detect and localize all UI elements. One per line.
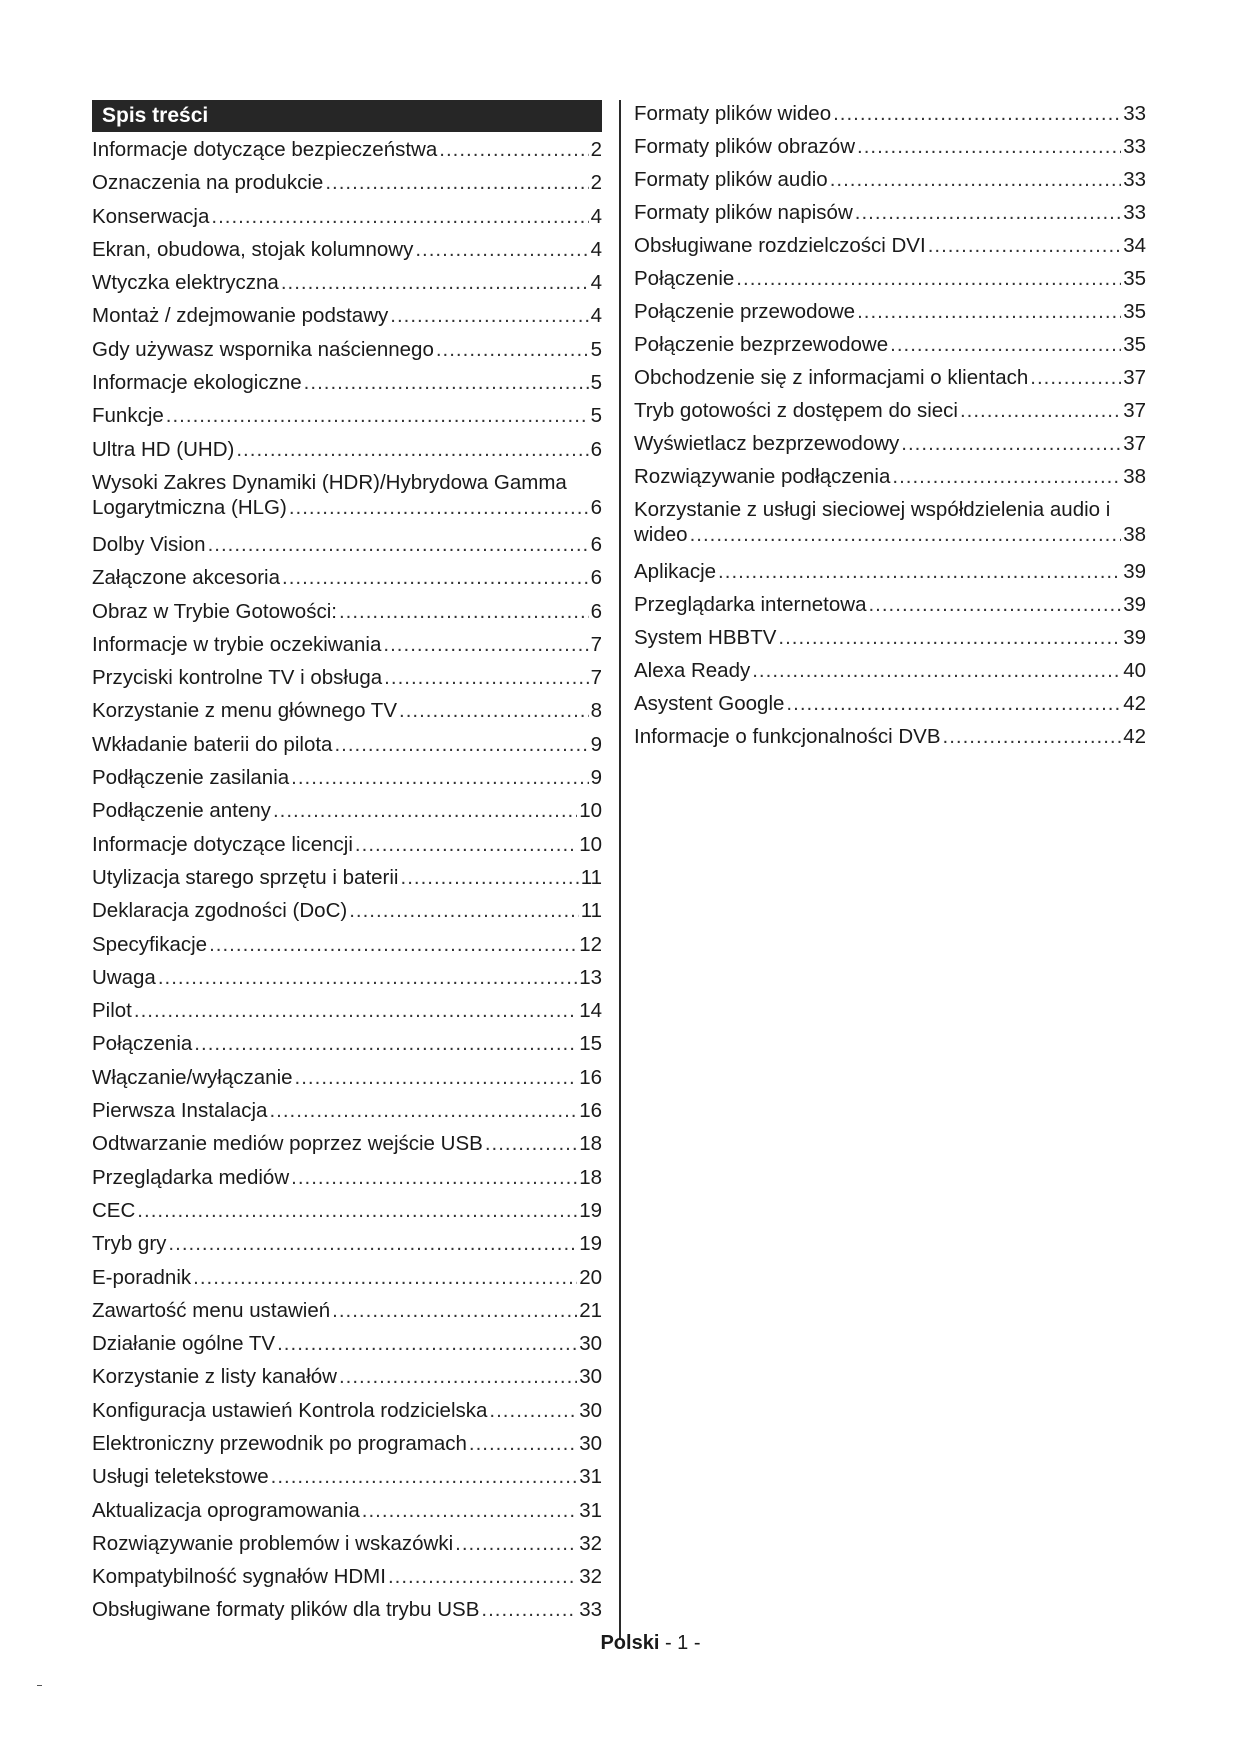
toc-leader-dots [304,366,589,399]
toc-leader-dots [718,555,1121,588]
toc-entry-page: 5 [590,371,602,395]
toc-entry-title: Wkładanie baterii do pilota [92,732,333,756]
toc-entry-page: 8 [590,699,602,723]
toc-entry-page: 5 [590,404,602,428]
toc-entry[interactable] [634,97,1146,130]
toc-entry-page: 5 [590,337,602,361]
toc-entry-page: 42 [1123,725,1146,748]
toc-entry[interactable] [92,200,602,233]
toc-leader-dots [928,229,1122,262]
toc-leader-dots [960,394,1121,427]
toc-entry-title: Kompatybilność sygnałów HDMI [92,1565,386,1589]
toc-entry-page: 19 [579,1232,602,1256]
toc-leader-dots [786,687,1121,720]
toc-leader-dots [271,1460,578,1493]
toc-entry-page: 37 [1123,399,1146,422]
toc-entry-page: 21 [579,1298,602,1322]
toc-entry-title: Załączone akcesoria [92,566,281,590]
toc-leader-dots [830,163,1121,196]
toc-entry-page: 18 [579,1165,602,1189]
toc-entry-title: Przyciski kontrolne TV i obsługa [92,666,383,690]
toc-entry[interactable] [92,366,602,399]
toc-entry-continuation [634,522,1146,547]
toc-entry-page: 4 [590,304,602,328]
toc-entry-title: Elektroniczny przewodnik po programach [92,1431,467,1455]
toc-entry-page: 34 [1123,234,1146,257]
toc-entry-page: 33 [1123,201,1146,224]
toc-entry-title: Połączenia [92,1032,193,1056]
toc-entry-title: Alexa Ready [634,659,751,682]
toc-entry[interactable] [92,333,602,366]
toc-leader-dots [166,399,589,432]
page-footer [30,1632,1241,1655]
toc-leader-dots [752,654,1121,687]
toc-entry-title: Gdy używasz wspornika naściennego [92,337,434,361]
toc-entry-page: 11 [580,899,602,923]
toc-leader-dots [481,1593,577,1626]
toc-leader-dots [325,166,588,199]
toc-leader-dots [399,694,589,727]
toc-entry-title: Specyfikacje [92,932,208,956]
toc-entry-page: 6 [590,437,602,461]
toc-entry-title: Połączenie bezprzewodowe [634,333,889,356]
toc-entry-title: Włączanie/wyłączanie [92,1065,293,1089]
toc-leader-dots [339,595,589,628]
toc-entry-title: Obsługiwane formaty plików dla trybu USB [92,1598,480,1622]
toc-entry-title: Pierwsza Instalacja [92,1099,268,1123]
toc-leader-dots [208,528,589,561]
toc-entry-page: 32 [579,1565,602,1589]
toc-leader-dots [1030,361,1121,394]
corner-mark [37,1685,42,1686]
toc-entry[interactable] [634,196,1146,229]
toc-entry-title: Konserwacja [92,204,210,228]
toc-entry[interactable] [92,1494,602,1527]
toc-entry-title: Ekran, obudowa, stojak kolumnowy [92,237,414,261]
toc-leader-dots [332,1294,577,1327]
toc-leader-dots [362,1494,577,1527]
toc-entry-page: 42 [1123,692,1146,715]
toc-entry[interactable] [92,1027,602,1060]
toc-entry-title: CEC [92,1198,136,1222]
toc-entry-title: Pilot [92,999,132,1023]
toc-entry[interactable] [634,460,1146,493]
toc-leader-dots [289,495,589,520]
toc-leader-dots [390,299,588,332]
toc-entry-title: Przeglądarka mediów [92,1165,290,1189]
toc-entry-page: 30 [579,1365,602,1389]
toc-entry-page: 37 [1123,432,1146,455]
toc-leader-dots [211,200,588,233]
toc-entry-title: Działanie ogólne TV [92,1332,276,1356]
toc-entry[interactable] [634,555,1146,588]
toc-leader-dots [455,1527,577,1560]
toc-entry[interactable] [92,1261,602,1294]
toc-entry-page: 11 [580,865,602,889]
toc-entry-title: Formaty plików obrazów [634,135,856,158]
toc-leader-dots [291,761,588,794]
toc-entry-title: Tryb gry [92,1232,167,1256]
toc-entry-title: Funkcje [92,404,164,428]
toc-entry-page: 16 [579,1099,602,1123]
toc-entry[interactable] [92,1194,602,1227]
toc-leader-dots [194,1027,577,1060]
toc-leader-dots [489,1394,577,1427]
toc-entry-page: 32 [579,1531,602,1555]
toc-entry-title: Obraz w Trybie Gotowości: [92,599,337,623]
toc-leader-dots [857,295,1121,328]
toc-entry[interactable] [92,1593,602,1626]
toc-entry[interactable] [92,166,602,199]
toc-entry-page: 9 [590,766,602,790]
toc-entry[interactable] [92,466,602,528]
toc-entry-page: 4 [590,271,602,295]
toc-entry[interactable] [92,1360,602,1393]
toc-leader-dots [281,266,589,299]
toc-leader-dots [349,894,579,927]
toc-entry-page: 18 [579,1132,602,1156]
toc-entry[interactable] [92,1394,602,1427]
toc-leader-dots [388,1560,577,1593]
toc-entry-page: 30 [579,1431,602,1455]
toc-entry[interactable] [92,1294,602,1327]
toc-entry-page: 35 [1123,300,1146,323]
toc-leader-dots [334,728,588,761]
toc-entry-title: Logarytmiczna (HLG) [92,495,287,519]
toc-list-left [92,133,602,1627]
toc-leader-dots [778,621,1121,654]
toc-entry[interactable] [634,295,1146,328]
toc-entry[interactable] [634,687,1146,720]
toc-entry-page: 35 [1123,333,1146,356]
toc-entry[interactable] [92,861,602,894]
toc-entry-page: 31 [579,1465,602,1489]
toc-entry[interactable] [92,728,602,761]
toc-entry[interactable] [92,399,602,432]
toc-entry-title: Zawartość menu ustawień [92,1298,331,1322]
toc-leader-dots [269,1094,577,1127]
toc-entry[interactable] [92,1161,602,1194]
toc-entry-page: 39 [1123,593,1146,616]
toc-entry-title: Przeglądarka internetowa [634,593,867,616]
toc-entry-title: Odtwarzanie mediów poprzez wejście USB [92,1132,483,1156]
toc-entry[interactable] [634,328,1146,361]
toc-entry-page: 33 [1123,168,1146,191]
toc-entry[interactable] [634,229,1146,262]
toc-entry-page: 37 [1123,366,1146,389]
toc-leader-dots [383,628,588,661]
toc-entry[interactable] [634,163,1146,196]
toc-list-right [634,97,1146,753]
toc-entry-page: 39 [1123,626,1146,649]
toc-entry[interactable] [92,561,602,594]
toc-entry-title: Podłączenie anteny [92,799,271,823]
toc-leader-dots [277,1327,577,1360]
toc-entry[interactable] [634,130,1146,163]
toc-entry-continuation [92,495,602,520]
toc-entry[interactable] [92,1094,602,1127]
toc-entry[interactable] [92,1127,602,1160]
toc-leader-dots [890,328,1121,361]
toc-entry-title: Informacje dotyczące licencji [92,832,353,856]
toc-entry-page: 6 [590,495,602,519]
toc-entry-title: Korzystanie z usługi sieciowej współdzielenia audio i [634,498,1111,521]
toc-entry[interactable] [92,828,602,861]
toc-entry-page: 10 [579,832,602,856]
toc-entry[interactable] [92,928,602,961]
toc-entry-title: Oznaczenia na produkcie [92,171,324,195]
toc-entry-title: Obchodzenie się z informacjami o klientach [634,366,1029,389]
toc-entry-page: 33 [1123,135,1146,158]
toc-entry-title: Aktualizacja oprogramowania [92,1498,360,1522]
toc-leader-dots [291,1161,577,1194]
toc-leader-dots [137,1194,577,1227]
toc-entry-title: Korzystanie z listy kanałów [92,1365,337,1389]
toc-entry-title: Utylizacja starego sprzętu i baterii [92,865,399,889]
toc-entry-page: 7 [590,666,602,690]
toc-entry-title: Konfiguracja ustawień Kontrola rodzicielska [92,1398,488,1422]
toc-entry[interactable] [92,994,602,1027]
toc-entry-page: 4 [590,237,602,261]
toc-leader-dots [868,588,1121,621]
toc-right-column [634,97,1146,753]
toc-entry-title: Aplikacje [634,560,717,583]
toc-entry[interactable] [92,1527,602,1560]
toc-entry[interactable] [92,761,602,794]
toc-entry-title: System HBBTV [634,626,777,649]
toc-entry-page: 16 [579,1065,602,1089]
toc-entry-title: wideo [634,523,688,546]
toc-entry[interactable] [92,528,602,561]
toc-leader-dots [384,661,588,694]
toc-entry-title: Informacje w trybie oczekiwania [92,632,382,656]
toc-entry-page: 38 [1123,523,1146,546]
toc-entry-title: Obsługiwane rozdzielczości DVI [634,234,926,257]
toc-entry-page: 38 [1123,465,1146,488]
toc-entry-title: Ultra HD (UHD) [92,437,235,461]
toc-entry[interactable] [92,233,602,266]
toc-entry[interactable] [92,299,602,332]
toc-entry-title: Dolby Vision [92,532,206,556]
toc-leader-dots [690,522,1122,547]
toc-entry[interactable] [634,427,1146,460]
toc-entry-page: 9 [590,732,602,756]
toc-entry-page: 6 [590,566,602,590]
toc-entry-page: 2 [590,138,602,161]
toc-entry-title: Wtyczka elektryczna [92,271,279,295]
toc-entry-page: 30 [579,1398,602,1422]
toc-entry-page: 15 [579,1032,602,1056]
toc-leader-dots [857,130,1121,163]
toc-entry[interactable] [92,433,602,466]
toc-entry-page: 6 [590,532,602,556]
toc-entry-title: Informacje ekologiczne [92,371,302,395]
toc-leader-dots [134,994,577,1027]
toc-entry-page: 19 [579,1198,602,1222]
toc-entry-title: Tryb gotowości z dostępem do sieci [634,399,958,422]
toc-leader-dots [439,133,588,166]
toc-entry-title: Połączenie przewodowe [634,300,856,323]
toc-entry[interactable] [92,628,602,661]
toc-leader-dots [485,1127,577,1160]
footer-page-number: - 1 - [659,1632,701,1654]
toc-leader-dots [436,333,589,366]
toc-entry-page: 20 [579,1265,602,1289]
toc-leader-dots [339,1360,577,1393]
toc-entry-page: 33 [1123,102,1146,125]
toc-leader-dots [401,861,579,894]
toc-leader-dots [236,433,588,466]
toc-entry[interactable] [92,1460,602,1493]
toc-leader-dots [469,1427,577,1460]
toc-entry-page: 35 [1123,267,1146,290]
toc-leader-dots [193,1261,577,1294]
toc-entry-page: 10 [579,799,602,823]
toc-entry-page: 14 [579,999,602,1023]
toc-entry[interactable] [92,894,602,927]
toc-left-column [92,100,602,1627]
toc-entry-page: 33 [579,1598,602,1622]
toc-entry-title: Rozwiązywanie problemów i wskazówki [92,1531,454,1555]
toc-entry[interactable] [92,694,602,727]
toc-leader-dots [736,262,1121,295]
toc-leader-dots [209,928,577,961]
toc-entry[interactable] [634,394,1146,427]
column-divider [619,100,621,1640]
toc-leader-dots [295,1061,578,1094]
toc-entry-title: Podłączenie zasilania [92,766,290,790]
toc-entry-title: Wysoki Zakres Dynamiki (HDR)/Hybrydowa Gamma [92,470,567,494]
toc-entry[interactable] [92,266,602,299]
toc-entry-title: Deklaracja zgodności (DoC) [92,899,348,923]
toc-entry-title: Formaty plików wideo [634,102,832,125]
toc-entry-title: Wyświetlacz bezprzewodowy [634,432,900,455]
toc-leader-dots [158,961,577,994]
toc-entry[interactable] [92,133,602,166]
toc-entry-title: Formaty plików napisów [634,201,853,224]
toc-leader-dots [943,720,1122,753]
toc-leader-dots [355,828,577,861]
toc-entry[interactable] [92,794,602,827]
toc-entry[interactable] [634,361,1146,394]
toc-entry[interactable] [634,262,1146,295]
toc-entry-title: Rozwiązywanie podłączenia [634,465,891,488]
footer-language: Polski [600,1632,660,1654]
toc-entry[interactable] [92,1560,602,1593]
toc-entry[interactable] [634,588,1146,621]
toc-leader-dots [415,233,588,266]
toc-leader-dots [855,196,1121,229]
toc-entry-page: 30 [579,1332,602,1356]
toc-entry[interactable] [92,961,602,994]
toc-entry-title: Uwaga [92,965,156,989]
toc-title: Spis treści [92,100,602,132]
toc-entry[interactable] [92,1427,602,1460]
toc-entry[interactable] [634,654,1146,687]
toc-leader-dots [901,427,1121,460]
toc-entry[interactable] [92,595,602,628]
toc-entry-page: 4 [590,204,602,228]
toc-entry-title: E-poradnik [92,1265,192,1289]
toc-entry-page: 13 [579,965,602,989]
toc-entry-title: Formaty plików audio [634,168,828,191]
toc-entry[interactable] [92,1061,602,1094]
toc-entry-title: Asystent Google [634,692,785,715]
toc-entry-page: 2 [590,171,602,195]
toc-entry-title: Korzystanie z menu głównego TV [92,699,398,723]
toc-entry[interactable] [92,661,602,694]
toc-entry[interactable] [634,493,1146,555]
toc-leader-dots [833,97,1121,130]
toc-leader-dots [892,460,1121,493]
toc-entry[interactable] [92,1227,602,1260]
toc-entry[interactable] [634,720,1146,753]
toc-entry-title: Montaż / zdejmowanie podstawy [92,304,389,328]
toc-leader-dots [282,561,589,594]
toc-entry[interactable] [92,1327,602,1360]
toc-entry-page: 6 [590,599,602,623]
toc-leader-dots [168,1227,577,1260]
toc-entry-page: 7 [590,632,602,656]
toc-entry[interactable] [634,621,1146,654]
toc-entry-title: Informacje dotyczące bezpieczeństwa [92,138,438,161]
toc-entry-title: Informacje o funkcjonalności DVB [634,725,941,748]
toc-entry-page: 31 [579,1498,602,1522]
toc-entry-page: 12 [579,932,602,956]
toc-entry-page: 40 [1123,659,1146,682]
toc-entry-page: 39 [1123,560,1146,583]
toc-leader-dots [273,794,577,827]
toc-entry-title: Usługi teletekstowe [92,1465,269,1489]
toc-entry-title: Połączenie [634,267,735,290]
